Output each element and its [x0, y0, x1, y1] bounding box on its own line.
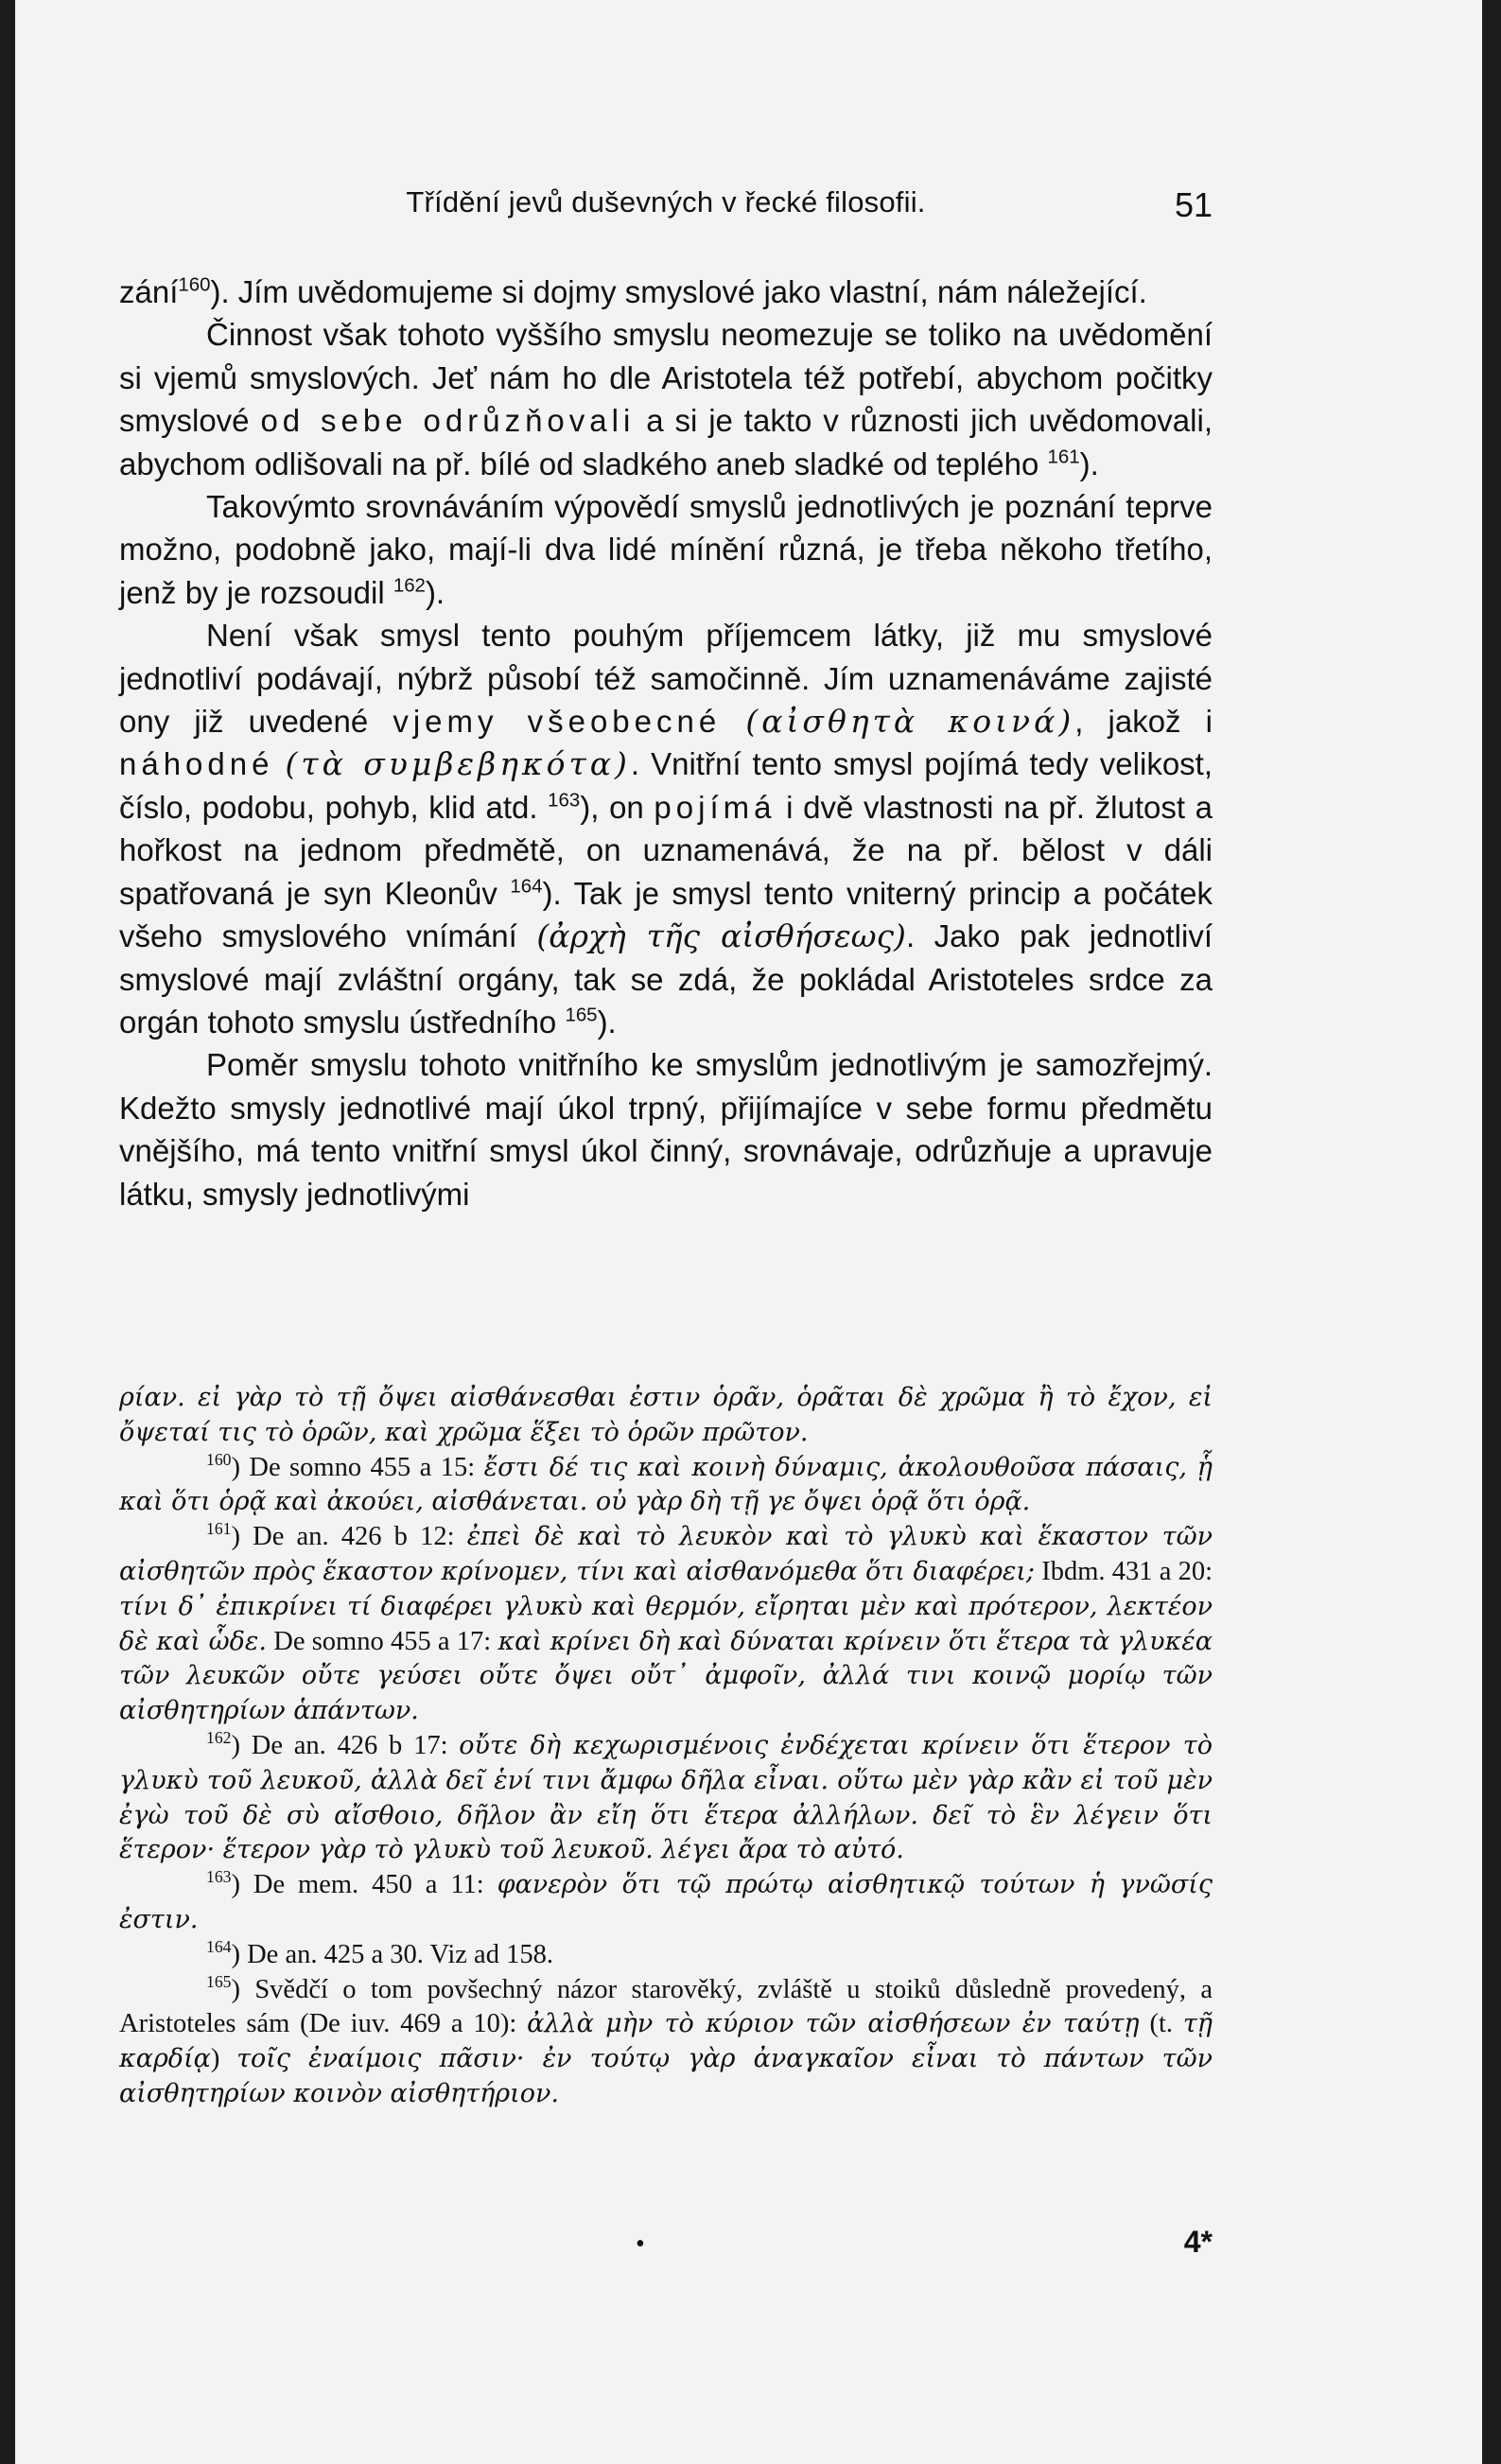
- scan-edge-right: [1482, 0, 1501, 2464]
- footnote-165: [119, 1973, 1213, 2112]
- greek-quote: ρίαν. εἰ γὰρ τὸ τῇ ὄψει αἰσθάνεσθαι ἐστιν ὁρᾶν, ὁρᾶται δὲ χρῶμα ἢ τὸ ἔχον, εἰ ὄψεταί τις τὸ ὁρῶν, καὶ χρῶμα ἕξει τὸ ὁρῶν πρῶτον.: [119, 1383, 1213, 1447]
- text-run: ).: [1079, 446, 1099, 481]
- footnote-ref-160: 160: [178, 273, 211, 296]
- greek-quote: οὔτε δὴ κεχωρισμένοις ἐνδέχεται κρίνειν ὅτι ἕτερον τὸ γλυκὺ τοῦ λευκοῦ, ἀλλὰ δεῖ ἑνί τινι ἄμφω δῆλα εἶναι. οὕτω μὲν γὰρ κἂν εἰ τοῦ μὲν ἐγὼ τοῦ δὲ σὺ αἴσθοιο, δῆλον ἂν εἴη ὅτι ἕτερα ἀλλήλων. δεῖ τὸ ἓν λέγειν ὅτι ἕτερον· ἕτερον γὰρ τὸ γλυκὺ τοῦ λευκοῦ. λέγει ἄρα τὸ αὐτό.: [119, 1730, 1213, 1865]
- footnote-160: [119, 1451, 1213, 1521]
- text-run: . Jako pak jednotliví smyslové mají zvláštní orgány, tak se zdá, že pokládal Aristoteles srdce za orgán tohoto smyslu ústředního: [119, 918, 1213, 1040]
- text-run: zání: [119, 274, 179, 309]
- footnote-162: [119, 1729, 1213, 1868]
- greek-quote: ἔστι δέ τις καὶ κοινὴ δύναμις, ἀκολουθοῦσα πάσαις, ᾗ καὶ ὅτι ὁρᾷ καὶ ἀκούει, αἰσθάνεται. οὐ γὰρ δὴ τῇ γε ὄψει ὁρᾷ ὅτι ὁρᾷ.: [119, 1452, 1213, 1517]
- paragraph-5: [119, 1043, 1213, 1215]
- signature-mark: 4*: [1183, 2225, 1213, 2259]
- main-text: [119, 271, 1213, 1215]
- footnote-164: [119, 1938, 1213, 1973]
- text-run: . Vnitřní tento smysl pojímá tedy velikost, číslo, podobu, pohyb, klid atd.: [119, 746, 1213, 825]
- footnote-ref-165: 165: [565, 1004, 598, 1026]
- scan-edge-left: [0, 0, 15, 2464]
- running-title: Třídění jevů duševných v řecké filosofii.: [406, 185, 926, 218]
- spaced-emphasis: náhodné: [119, 746, 274, 782]
- footnote-163: [119, 1868, 1213, 1938]
- paragraph-1: [119, 271, 1213, 313]
- footnote-number: 161: [206, 1519, 232, 1539]
- greek-quote: ἀλλὰ μὴν τὸ κύριον τῶν αἰσθήσεων ἐν ταύτῃ: [527, 2009, 1140, 2039]
- greek-term: (τὰ συμβεβηκότα): [285, 745, 631, 783]
- greek-quote: ἐπεὶ δὲ καὶ τὸ λευκὸν καὶ τὸ γλυκὺ καὶ ἕκαστον τῶν αἰσθητῶν πρὸς ἕκαστον κρίνομεν, τίνι καὶ αἰσθανόμεθα ὅτι διαφέρει;: [119, 1522, 1213, 1586]
- citation: ) De mem. 450 a 11:: [231, 1870, 497, 1900]
- footnote-number: 164: [206, 1936, 232, 1956]
- citation: ) De an. 425 a 30. Viz ad 158.: [231, 1939, 553, 1969]
- greek-quote: τῇ καρδίᾳ: [119, 2009, 1213, 2074]
- citation: ) De somno 455 a 15:: [231, 1452, 484, 1482]
- text-run: , jakož i: [1074, 704, 1213, 740]
- greek-quote: καὶ κρίνει δὴ καὶ δύναται κρίνειν ὅτι ἕτερα τὰ γλυκέα τῶν λευκῶν οὔτε γεύσει οὔτε ὄψει οὔτ᾽ ἀμφοῖν, ἀλλά τινι κοινῷ μορίῳ τῶν αἰσθητηρίων ἁπάντων.: [119, 1626, 1213, 1726]
- paragraph-2: [119, 313, 1213, 485]
- footnote-ref-164: 164: [510, 875, 543, 898]
- running-header: [119, 185, 1213, 233]
- stray-mark: •: [636, 2229, 645, 2259]
- spaced-emphasis: od sebe odrůzňovali: [260, 403, 636, 439]
- text-run: Není však smysl tento pouhým příjemcem látky, již mu smyslové jednotliví podávají, nýbrž působí též samočinně. Jím uznamenáváme zajisté ony již uvedené: [119, 618, 1213, 740]
- spaced-emphasis: pojímá: [654, 789, 777, 825]
- text-run: Takovýmto srovnáváním výpovědí smyslů jednotlivých je poznání teprve možno, podobně jako, mají-li dva lidé mínění různá, je třeba někoho třetího, jenž by je rozsoudil: [119, 489, 1213, 610]
- text-run: ).: [597, 1004, 617, 1040]
- footnote-ref-162: 162: [393, 574, 426, 597]
- text-run: ). Jím uvědomujeme si dojmy smyslové jako vlastní, nám náležející.: [210, 274, 1147, 309]
- footnotes: [119, 1381, 1213, 2112]
- greek-term: (αἰσθητὰ κοινά): [745, 703, 1075, 741]
- footnote-ref-163: 163: [548, 789, 581, 812]
- citation: (t.: [1139, 2009, 1183, 2039]
- citation: ) Svědčí o tom povšechný názor starověký, zvláště u stoiků důsledně provedený, a Aristoteles sám (De iuv. 469 a 10):: [119, 1974, 1213, 2039]
- footnote-number: 162: [206, 1728, 232, 1748]
- footnote-number: 165: [206, 1971, 232, 1991]
- greek-quote: τίνι δ᾽ ἐπικρίνει τί διαφέρει γλυκὺ καὶ θερμόν, εἴρηται μὲν καὶ πρότερον, λεκτέον δὲ καὶ ὧδε.: [119, 1591, 1213, 1656]
- footnote-ref-161: 161: [1047, 445, 1080, 467]
- greek-quote: τοῖς ἐναίμοις πᾶσιν· ἐν τούτῳ γὰρ ἀναγκαῖον εἶναι τὸ πάντων τῶν αἰσθητηρίων κοινὸν αἰσθητήριον.: [119, 2044, 1213, 2108]
- citation: Ibdm. 431 a 20:: [1035, 1556, 1213, 1586]
- text-run: ).: [425, 574, 445, 610]
- citation: ): [210, 2044, 237, 2074]
- footnote-continuation: [119, 1381, 1213, 1451]
- text-run: ), on: [580, 789, 655, 825]
- text-run: ). Tak je smysl tento vniterný princip a počátek všeho smyslového vnímání: [119, 875, 1213, 954]
- paragraph-4: [119, 614, 1213, 1043]
- text-run: Činnost však tohoto vyššího smyslu neomezuje se toliko na uvědomění si vjemů smyslových. Jeť nám ho dle Aristotela též potřebí, abychom počitky smyslové: [119, 317, 1213, 439]
- greek-quote: φανερὸν ὅτι τῷ πρώτῳ αἰσθητικῷ τούτων ἡ γνῶσίς ἐστιν.: [119, 1870, 1213, 1934]
- footnote-161: [119, 1520, 1213, 1729]
- citation: ) De an. 426 b 12:: [231, 1522, 467, 1552]
- footnote-number: 163: [206, 1867, 232, 1887]
- text-run: Poměr smyslu tohoto vnitřního ke smyslům jednotlivým je samozřejmý. Kdežto smysly jednotlivé mají úkol trpný, přijímajíce v sebe formu předmětu vnějšího, má tento vnitřní smysl úkol činný, srovnávaje, odrůzňuje a upravuje látku, smysly jednotlivými: [119, 1047, 1213, 1212]
- page-number: 51: [1174, 185, 1213, 224]
- citation: De somno 455 a 17:: [267, 1626, 498, 1656]
- paragraph-3: [119, 485, 1213, 614]
- footnote-number: 160: [206, 1449, 232, 1469]
- spaced-emphasis: vjemy všeobecné: [393, 704, 722, 740]
- citation: ) De an. 426 b 17:: [231, 1730, 460, 1760]
- text-run: i dvě vlastnosti na př. žlutost a hořkost na jednom předmětě, on uznamenává, že na př. bělost v dáli spatřovaná je syn Kleonův: [119, 789, 1213, 911]
- text-run: a si je takto v různosti jich uvědomovali, abychom odlišovali na př. bílé od sladkého aneb sladké od teplého: [119, 403, 1213, 481]
- greek-term: (ἀρχὴ τῆς αἰσθήσεως): [536, 917, 906, 955]
